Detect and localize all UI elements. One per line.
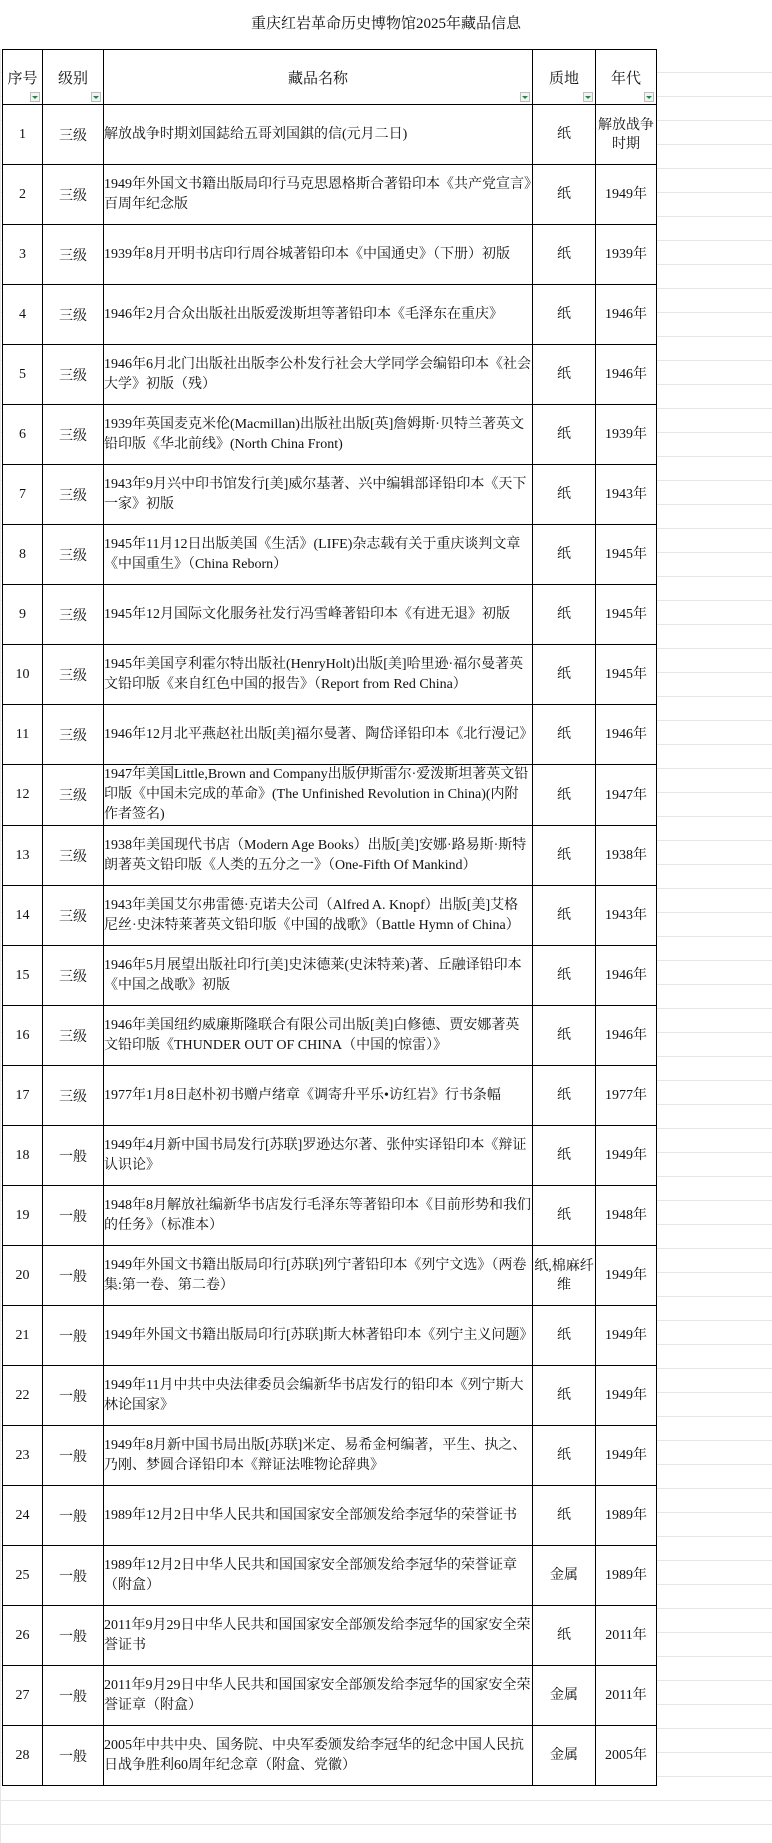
cell-era[interactable]: 1949年 [596, 1126, 657, 1186]
cell-index[interactable]: 2 [3, 165, 43, 225]
cell-era[interactable]: 1949年 [596, 1246, 657, 1306]
cell-material[interactable]: 纸 [533, 345, 596, 405]
cell-name[interactable]: 解放战争时期刘国鋕给五哥刘国錤的信(元月二日) [104, 105, 533, 165]
cell-index[interactable]: 20 [3, 1246, 43, 1306]
table-row [3, 1426, 657, 1486]
filter-dropdown-icon[interactable] [583, 92, 593, 102]
table-row [3, 765, 657, 826]
table-row [3, 645, 657, 705]
cell-level[interactable]: 一般 [43, 1246, 104, 1306]
cell-index[interactable]: 8 [3, 525, 43, 585]
cell-index[interactable]: 13 [3, 826, 43, 886]
collection-table [2, 49, 657, 1786]
cell-level[interactable]: 三级 [43, 465, 104, 525]
cell-material[interactable]: 纸 [533, 765, 596, 826]
filter-dropdown-icon[interactable] [30, 92, 40, 102]
cell-era[interactable]: 2011年 [596, 1666, 657, 1726]
cell-material[interactable]: 纸 [533, 946, 596, 1006]
cell-name[interactable]: 1949年11月中共中央法律委员会编新华书店发行的铅印本《列宁斯大林论国家》 [104, 1366, 533, 1426]
table-row [3, 826, 657, 886]
cell-name[interactable]: 1946年12月北平燕赵社出版[美]福尔曼著、陶岱译铅印本《北行漫记》 [104, 705, 533, 765]
cell-era[interactable]: 1946年 [596, 946, 657, 1006]
cell-name[interactable]: 1949年外国文书籍出版局印行[苏联]列宁著铅印本《列宁文选》（两卷集:第一卷、第二卷） [104, 1246, 533, 1306]
table-body [3, 105, 657, 1786]
table-row [3, 886, 657, 946]
cell-era[interactable]: 1945年 [596, 525, 657, 585]
cell-era[interactable]: 1949年 [596, 1366, 657, 1426]
cell-level[interactable]: 三级 [43, 345, 104, 405]
cell-level[interactable]: 一般 [43, 1666, 104, 1726]
cell-index[interactable]: 11 [3, 705, 43, 765]
table-row [3, 405, 657, 465]
sheet-title: 重庆红岩革命历史博物馆2025年藏品信息 [0, 0, 772, 49]
filter-dropdown-icon[interactable] [91, 92, 101, 102]
cell-index[interactable]: 25 [3, 1546, 43, 1606]
cell-level[interactable]: 一般 [43, 1726, 104, 1786]
cell-index[interactable]: 10 [3, 645, 43, 705]
cell-level[interactable]: 三级 [43, 886, 104, 946]
cell-level[interactable]: 三级 [43, 1006, 104, 1066]
cell-material[interactable]: 纸 [533, 1486, 596, 1546]
cell-level[interactable]: 三级 [43, 645, 104, 705]
cell-index[interactable]: 28 [3, 1726, 43, 1786]
cell-level[interactable]: 一般 [43, 1546, 104, 1606]
cell-index[interactable]: 19 [3, 1186, 43, 1246]
cell-name[interactable]: 1939年英国麦克米伦(Macmillan)出版社出版[英]詹姆斯·贝特兰著英文铅印版《华北前线》(North China Front) [104, 405, 533, 465]
cell-level[interactable]: 一般 [43, 1606, 104, 1666]
cell-material[interactable]: 纸 [533, 645, 596, 705]
cell-material[interactable]: 纸 [533, 1066, 596, 1126]
table-row [3, 1246, 657, 1306]
table-row [3, 1306, 657, 1366]
cell-level[interactable]: 三级 [43, 105, 104, 165]
cell-name[interactable]: 1939年8月开明书店印行周谷城著铅印本《中国通史》（下册）初版 [104, 225, 533, 285]
cell-level[interactable]: 三级 [43, 946, 104, 1006]
cell-material[interactable]: 金属 [533, 1666, 596, 1726]
cell-level[interactable]: 三级 [43, 765, 104, 826]
header-name-label: 藏品名称 [287, 70, 348, 87]
cell-level[interactable]: 三级 [43, 826, 104, 886]
cell-era[interactable]: 1946年 [596, 345, 657, 405]
cell-era[interactable]: 1946年 [596, 285, 657, 345]
cell-name[interactable]: 1947年美国Little,Brown and Company出版伊斯雷尔·爱泼斯坦著英文铅印版《中国未完成的革命》(The Unfinished Revolution in China)(内附作者签名) [104, 765, 533, 826]
cell-era[interactable]: 1949年 [596, 1426, 657, 1486]
cell-era[interactable]: 1989年 [596, 1486, 657, 1546]
cell-name[interactable]: 1943年9月兴中印书馆发行[美]威尔基著、兴中编辑部译铅印本《天下一家》初版 [104, 465, 533, 525]
table-row [3, 1666, 657, 1726]
cell-level[interactable]: 三级 [43, 405, 104, 465]
cell-material[interactable]: 纸 [533, 225, 596, 285]
header-era [596, 50, 657, 105]
table-row [3, 1546, 657, 1606]
cell-level[interactable]: 三级 [43, 165, 104, 225]
cell-material[interactable]: 纸 [533, 826, 596, 886]
cell-level[interactable]: 一般 [43, 1126, 104, 1186]
cell-index[interactable]: 24 [3, 1486, 43, 1546]
cell-level[interactable]: 三级 [43, 585, 104, 645]
cell-index[interactable]: 26 [3, 1606, 43, 1666]
cell-level[interactable]: 三级 [43, 705, 104, 765]
header-material-label: 质地 [548, 70, 579, 87]
cell-index[interactable]: 17 [3, 1066, 43, 1126]
cell-era[interactable]: 1939年 [596, 225, 657, 285]
table-row [3, 465, 657, 525]
cell-level[interactable]: 三级 [43, 525, 104, 585]
cell-index[interactable]: 15 [3, 946, 43, 1006]
cell-level[interactable]: 三级 [43, 285, 104, 345]
cell-name[interactable]: 2005年中共中央、国务院、中央军委颁发给李冠华的纪念中国人民抗日战争胜利60周年纪念章（附盒、党徽） [104, 1726, 533, 1786]
cell-name[interactable]: 1946年5月展望出版社印行[美]史沫德莱(史沫特莱)著、丘融译铅印本《中国之战歌》初版 [104, 946, 533, 1006]
cell-name[interactable]: 1945年12月国际文化服务社发行冯雪峰著铅印本《有进无退》初版 [104, 585, 533, 645]
header-level-label: 级别 [57, 70, 88, 87]
cell-name[interactable]: 1946年6月北门出版社出版李公朴发行社会大学同学会编铅印本《社会大学》初版（残） [104, 345, 533, 405]
cell-level[interactable]: 一般 [43, 1486, 104, 1546]
cell-name[interactable]: 2011年9月29日中华人民共和国国家安全部颁发给李冠华的国家安全荣誉证书 [104, 1606, 533, 1666]
cell-era[interactable]: 2011年 [596, 1606, 657, 1666]
cell-material[interactable]: 纸 [533, 1606, 596, 1666]
cell-level[interactable]: 一般 [43, 1366, 104, 1426]
cell-material[interactable]: 纸 [533, 1126, 596, 1186]
header-index-label: 序号 [7, 70, 38, 87]
cell-name[interactable]: 1949年4月新中国书局发行[苏联]罗逊达尔著、张仲实译铅印本《辩证认识论》 [104, 1126, 533, 1186]
cell-name[interactable]: 1989年12月2日中华人民共和国国家安全部颁发给李冠华的荣誉证章（附盒） [104, 1546, 533, 1606]
cell-era[interactable]: 1939年 [596, 405, 657, 465]
cell-material[interactable]: 纸 [533, 105, 596, 165]
cell-name[interactable]: 1943年美国艾尔弗雷德·克诺夫公司（Alfred A. Knopf）出版[美]艾格尼丝·史沫特莱著英文铅印版《中国的战歌》（Battle Hymn of China） [104, 886, 533, 946]
cell-name[interactable]: 1946年美国纽约威廉斯隆联合有限公司出版[美]白修德、贾安娜著英文铅印版《THUNDER OUT OF CHINA（中国的惊雷）》 [104, 1006, 533, 1066]
cell-index[interactable]: 21 [3, 1306, 43, 1366]
cell-material[interactable]: 纸 [533, 1366, 596, 1426]
header-material [533, 50, 596, 105]
cell-era[interactable]: 1943年 [596, 465, 657, 525]
cell-level[interactable]: 一般 [43, 1426, 104, 1486]
cell-era[interactable]: 解放战争时期 [596, 105, 657, 165]
filter-dropdown-icon[interactable] [520, 92, 530, 102]
cell-name[interactable]: 1938年美国现代书店（Modern Age Books）出版[美]安娜·路易斯·斯特朗著英文铅印版《人类的五分之一》（One-Fifth Of Mankind） [104, 826, 533, 886]
cell-material[interactable]: 纸 [533, 1426, 596, 1486]
cell-index[interactable]: 6 [3, 405, 43, 465]
cell-material[interactable]: 金属 [533, 1726, 596, 1786]
table-row [3, 1186, 657, 1246]
cell-material[interactable]: 纸 [533, 705, 596, 765]
table-row [3, 105, 657, 165]
header-name [104, 50, 533, 105]
cell-index[interactable]: 1 [3, 105, 43, 165]
table-row [3, 345, 657, 405]
cell-level[interactable]: 三级 [43, 225, 104, 285]
cell-material[interactable]: 纸 [533, 405, 596, 465]
table-row [3, 1066, 657, 1126]
cell-material[interactable]: 纸 [533, 165, 596, 225]
cell-era[interactable]: 1945年 [596, 645, 657, 705]
cell-index[interactable]: 5 [3, 345, 43, 405]
cell-material[interactable]: 金属 [533, 1546, 596, 1606]
header-row [3, 50, 657, 105]
cell-index[interactable]: 7 [3, 465, 43, 525]
table-row [3, 1606, 657, 1666]
cell-era[interactable]: 2005年 [596, 1726, 657, 1786]
cell-index[interactable]: 12 [3, 765, 43, 826]
table-row [3, 705, 657, 765]
cell-era[interactable]: 1949年 [596, 165, 657, 225]
cell-index[interactable]: 9 [3, 585, 43, 645]
table-row [3, 1126, 657, 1186]
cell-index[interactable]: 18 [3, 1126, 43, 1186]
cell-material[interactable]: 纸 [533, 525, 596, 585]
cell-name[interactable]: 2011年9月29日中华人民共和国国家安全部颁发给李冠华的国家安全荣誉证章（附盒） [104, 1666, 533, 1726]
cell-era[interactable]: 1945年 [596, 585, 657, 645]
cell-material[interactable]: 纸 [533, 1186, 596, 1246]
filter-dropdown-icon[interactable] [644, 92, 654, 102]
cell-index[interactable]: 22 [3, 1366, 43, 1426]
table-row [3, 1486, 657, 1546]
table-row [3, 1366, 657, 1426]
cell-era[interactable]: 1946年 [596, 705, 657, 765]
cell-name[interactable]: 1949年外国文书籍出版局印行[苏联]斯大林著铅印本《列宁主义问题》 [104, 1306, 533, 1366]
cell-name[interactable]: 1949年外国文书籍出版局印行马克思恩格斯合著铅印本《共产党宣言》百周年纪念版 [104, 165, 533, 225]
cell-material[interactable]: 纸 [533, 285, 596, 345]
cell-index[interactable]: 3 [3, 225, 43, 285]
table-row [3, 946, 657, 1006]
header-level [43, 50, 104, 105]
cell-era[interactable]: 1946年 [596, 1006, 657, 1066]
cell-material[interactable]: 纸 [533, 585, 596, 645]
cell-material[interactable]: 纸 [533, 465, 596, 525]
header-index [3, 50, 43, 105]
cell-level[interactable]: 一般 [43, 1186, 104, 1246]
table-row [3, 585, 657, 645]
cell-material[interactable]: 纸,棉麻纤维 [533, 1246, 596, 1306]
cell-level[interactable]: 三级 [43, 1066, 104, 1126]
cell-era[interactable]: 1943年 [596, 886, 657, 946]
table-row [3, 1006, 657, 1066]
cell-name[interactable]: 1945年美国亨利霍尔特出版社(HenryHolt)出版[美]哈里逊·福尔曼著英文铅印版《来自红色中国的报告》（Report from Red China） [104, 645, 533, 705]
cell-index[interactable]: 14 [3, 886, 43, 946]
cell-name[interactable]: 1989年12月2日中华人民共和国国家安全部颁发给李冠华的荣誉证书 [104, 1486, 533, 1546]
cell-index[interactable]: 4 [3, 285, 43, 345]
cell-name[interactable]: 1949年8月新中国书局出版[苏联]米定、易希金柯编著，平生、执之、乃刚、梦圆合译铅印本《辩证法唯物论辞典》 [104, 1426, 533, 1486]
cell-name[interactable]: 1977年1月8日赵朴初书赠卢绪章《调寄升平乐•访红岩》行书条幅 [104, 1066, 533, 1126]
cell-index[interactable]: 27 [3, 1666, 43, 1726]
table-row [3, 225, 657, 285]
cell-material[interactable]: 纸 [533, 1306, 596, 1366]
cell-era[interactable]: 1989年 [596, 1546, 657, 1606]
table-row [3, 165, 657, 225]
table-row [3, 285, 657, 345]
cell-name[interactable]: 1945年11月12日出版美国《生活》(LIFE)杂志载有关于重庆谈判文章《中国重生》（China Reborn） [104, 525, 533, 585]
table-row [3, 1726, 657, 1786]
cell-material[interactable]: 纸 [533, 886, 596, 946]
cell-name[interactable]: 1946年2月合众出版社出版爱泼斯坦等著铅印本《毛泽东在重庆》 [104, 285, 533, 345]
cell-era[interactable]: 1948年 [596, 1186, 657, 1246]
cell-index[interactable]: 23 [3, 1426, 43, 1486]
cell-level[interactable]: 一般 [43, 1306, 104, 1366]
cell-index[interactable]: 16 [3, 1006, 43, 1066]
header-era-label: 年代 [610, 70, 641, 87]
cell-era[interactable]: 1977年 [596, 1066, 657, 1126]
cell-name[interactable]: 1948年8月解放社编新华书店发行毛泽东等著铅印本《目前形势和我们的任务》（标准本） [104, 1186, 533, 1246]
cell-era[interactable]: 1947年 [596, 765, 657, 826]
table-row [3, 525, 657, 585]
cell-material[interactable]: 纸 [533, 1006, 596, 1066]
cell-era[interactable]: 1949年 [596, 1306, 657, 1366]
cell-era[interactable]: 1938年 [596, 826, 657, 886]
